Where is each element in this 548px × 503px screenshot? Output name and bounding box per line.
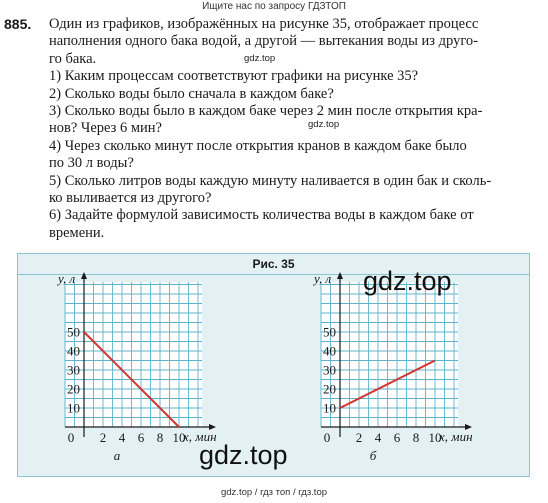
y-tick-label: 10	[323, 400, 336, 416]
y-tick-label: 10	[67, 400, 80, 416]
problem-885	[4, 16, 534, 242]
x-tick-label: 0	[323, 430, 331, 445]
y-tick-label: 20	[323, 381, 336, 397]
x-tick-label: 8	[412, 430, 420, 445]
watermark-small: gdz.top	[308, 119, 340, 130]
watermark-big: gdz.top	[363, 266, 452, 296]
y-axis-arrow	[337, 272, 343, 279]
y-tick-label: 40	[67, 343, 80, 359]
x-tick-label: 10	[172, 430, 186, 445]
y-axis-label: y, л	[58, 271, 76, 286]
x-tick-label: 10	[428, 430, 442, 445]
problem-line: го бака.	[49, 50, 97, 67]
y-tick-label: 20	[67, 381, 80, 397]
figure-title: Рис. 35	[18, 254, 529, 275]
x-tick-label: 6	[393, 430, 401, 445]
figure-35	[17, 253, 530, 477]
problem-line: Один из графиков, изображённых на рисунке 35, отображает процесс	[49, 16, 479, 32]
problem-line: по 30 л воды?	[49, 155, 134, 172]
x-tick-label: 4	[374, 430, 382, 445]
x-tick-label: 8	[156, 430, 164, 445]
x-tick-label: 2	[99, 430, 107, 445]
problem-number: 885.	[4, 16, 32, 32]
x-tick-label: 2	[355, 430, 363, 445]
problem-line: ко выливается из другого?	[49, 189, 212, 206]
problem-line: наполнения одного бака водой, а другой — вытекания воды из друго-	[49, 33, 478, 50]
x-tick-label: 0	[67, 430, 75, 445]
problem-line: нов? Через 6 мин?	[49, 120, 162, 137]
problem-line: времени.	[49, 224, 105, 241]
chart-caption: а	[113, 448, 121, 463]
problem-line: 5) Сколько литров воды каждую минуту наливается в один бак и сколь-	[49, 172, 492, 189]
problem-line: 6) Задайте формулой зависимость количества воды в каждом баке от	[49, 207, 474, 224]
x-axis-label: x, мин	[183, 429, 217, 444]
y-axis-label: y, л	[314, 271, 332, 286]
x-tick-label: 6	[137, 430, 145, 445]
watermark-small: gdz.top	[244, 53, 276, 64]
x-axis-label: x, мин	[439, 429, 473, 444]
problem-line: 4) Через сколько минут после открытия кранов в каждом баке было	[49, 137, 467, 154]
watermark-big: gdz.top	[199, 440, 288, 470]
problem-line: 3) Сколько воды было в каждом баке через 2 мин после открытия кра-	[49, 102, 483, 119]
y-tick-label: 30	[67, 362, 80, 378]
problem-line: 2) Сколько воды было сначала в каждом баке?	[49, 85, 334, 102]
chart-caption: б	[369, 448, 377, 463]
problem-text	[49, 16, 534, 242]
problem-line: 1) Каким процессам соответствуют графики на рисунке 35?	[49, 68, 419, 85]
footer: gdz.top / гдз топ / гдз.top	[220, 487, 328, 498]
top-banner: Ищите нас по запросу ГДЗТОП	[202, 1, 346, 12]
y-tick-label: 50	[67, 324, 80, 340]
y-tick-label: 40	[323, 343, 336, 359]
x-tick-label: 4	[118, 430, 126, 445]
y-tick-label: 50	[323, 324, 336, 340]
y-tick-label: 30	[323, 362, 336, 378]
